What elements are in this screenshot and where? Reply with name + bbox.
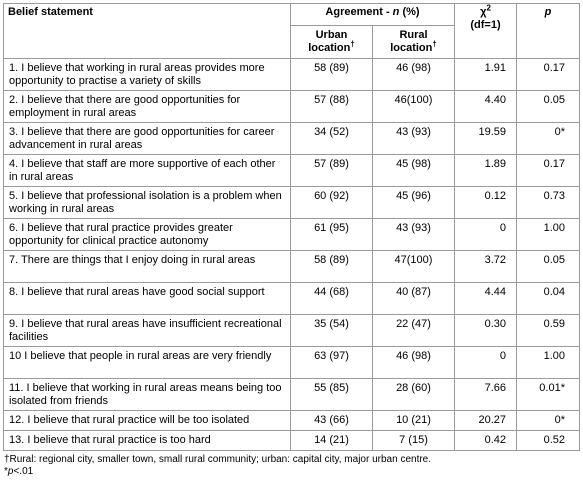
row-statement: 5. I believe that professional isolation is a problem when working in rural areas <box>4 187 291 219</box>
row-statement: 2. I believe that there are good opportunities for employment in rural areas <box>4 91 291 123</box>
row-p-value: 0.05 <box>517 251 580 283</box>
row-chi-square: 0.42 <box>455 431 517 451</box>
row-p-value: 0* <box>517 123 580 155</box>
footnote-significance: *p<.01 <box>4 466 34 477</box>
row-statement: 7. There are things that I enjoy doing in rural areas <box>4 251 291 283</box>
table-row <box>4 187 580 219</box>
row-p-value: 0.73 <box>517 187 580 219</box>
row-p-value: 0.59 <box>517 315 580 347</box>
row-urban-agreement: 57 (88) <box>291 91 373 123</box>
table-row <box>4 431 580 451</box>
row-statement: 4. I believe that staff are more supportive of each other in rural areas <box>4 155 291 187</box>
row-rural-agreement: 43 (93) <box>373 123 455 155</box>
header-rural-location: Rural location† <box>373 26 455 59</box>
header-urban-location: Urban location† <box>291 26 373 59</box>
table-row <box>4 411 580 431</box>
row-urban-agreement: 60 (92) <box>291 187 373 219</box>
row-rural-agreement: 40 (87) <box>373 283 455 315</box>
header-belief-statement: Belief statement <box>4 4 291 59</box>
row-statement: 3. I believe that there are good opportunities for career advancement in rural areas <box>4 123 291 155</box>
row-statement: 10 I believe that people in rural areas are very friendly <box>4 347 291 379</box>
table-row <box>4 379 580 411</box>
row-rural-agreement: 46(100) <box>373 91 455 123</box>
table-footnotes <box>4 454 580 478</box>
row-urban-agreement: 43 (66) <box>291 411 373 431</box>
belief-table-container <box>3 3 580 478</box>
row-p-value: 1.00 <box>517 347 580 379</box>
row-statement: 9. I believe that rural areas have insufficient recreational facilities <box>4 315 291 347</box>
row-statement: 6. I believe that rural practice provides greater opportunity for clinical practice autonomy <box>4 219 291 251</box>
table-row <box>4 219 580 251</box>
row-urban-agreement: 35 (54) <box>291 315 373 347</box>
row-chi-square: 3.72 <box>455 251 517 283</box>
row-p-value: 0.17 <box>517 155 580 187</box>
row-statement: 8. I believe that rural areas have good social support <box>4 283 291 315</box>
row-urban-agreement: 14 (21) <box>291 431 373 451</box>
belief-statement-table <box>3 3 580 451</box>
row-chi-square: 20.27 <box>455 411 517 431</box>
row-urban-agreement: 63 (97) <box>291 347 373 379</box>
row-chi-square: 0.30 <box>455 315 517 347</box>
row-chi-square: 4.44 <box>455 283 517 315</box>
row-urban-agreement: 61 (95) <box>291 219 373 251</box>
row-chi-square: 0 <box>455 347 517 379</box>
row-chi-square: 0.12 <box>455 187 517 219</box>
table-row <box>4 59 580 91</box>
row-rural-agreement: 22 (47) <box>373 315 455 347</box>
row-p-value: 0.04 <box>517 283 580 315</box>
row-rural-agreement: 46 (98) <box>373 347 455 379</box>
row-chi-square: 4.40 <box>455 91 517 123</box>
row-statement: 1. I believe that working in rural areas provides more opportunity to practise a variety of skills <box>4 59 291 91</box>
table-row <box>4 155 580 187</box>
row-rural-agreement: 43 (93) <box>373 219 455 251</box>
row-p-value: 0.05 <box>517 91 580 123</box>
table-row <box>4 283 580 315</box>
table-row <box>4 123 580 155</box>
table-row <box>4 315 580 347</box>
row-urban-agreement: 34 (52) <box>291 123 373 155</box>
row-rural-agreement: 45 (98) <box>373 155 455 187</box>
row-statement: 12. I believe that rural practice will be too isolated <box>4 411 291 431</box>
row-rural-agreement: 45 (96) <box>373 187 455 219</box>
row-p-value: 1.00 <box>517 219 580 251</box>
header-chi-square: $\chi^2$ (df=1) <box>455 4 517 59</box>
row-rural-agreement: 47(100) <box>373 251 455 283</box>
row-rural-agreement: 7 (15) <box>373 431 455 451</box>
row-rural-agreement: 28 (60) <box>373 379 455 411</box>
row-urban-agreement: 58 (89) <box>291 251 373 283</box>
row-p-value: 0* <box>517 411 580 431</box>
table-row <box>4 91 580 123</box>
row-urban-agreement: 44 (68) <box>291 283 373 315</box>
row-rural-agreement: 10 (21) <box>373 411 455 431</box>
row-p-value: 0.52 <box>517 431 580 451</box>
row-p-value: 0.01* <box>517 379 580 411</box>
table-row <box>4 251 580 283</box>
row-chi-square: 19.59 <box>455 123 517 155</box>
row-rural-agreement: 46 (98) <box>373 59 455 91</box>
row-p-value: 0.17 <box>517 59 580 91</box>
row-statement: 11. I believe that working in rural areas means being too isolated from friends <box>4 379 291 411</box>
row-urban-agreement: 58 (89) <box>291 59 373 91</box>
row-statement: 13. I believe that rural practice is too hard <box>4 431 291 451</box>
row-urban-agreement: 55 (85) <box>291 379 373 411</box>
header-agreement: Agreement - n (%) <box>291 4 455 26</box>
footnote-definitions: †Rural: regional city, smaller town, small rural community; urban: capital city, major urban centre. <box>4 454 432 465</box>
header-p-value: p <box>517 4 580 59</box>
row-chi-square: 1.91 <box>455 59 517 91</box>
row-urban-agreement: 57 (89) <box>291 155 373 187</box>
table-row <box>4 347 580 379</box>
row-chi-square: 0 <box>455 219 517 251</box>
row-chi-square: 7.66 <box>455 379 517 411</box>
table-header-row <box>4 4 580 26</box>
row-chi-square: 1.89 <box>455 155 517 187</box>
